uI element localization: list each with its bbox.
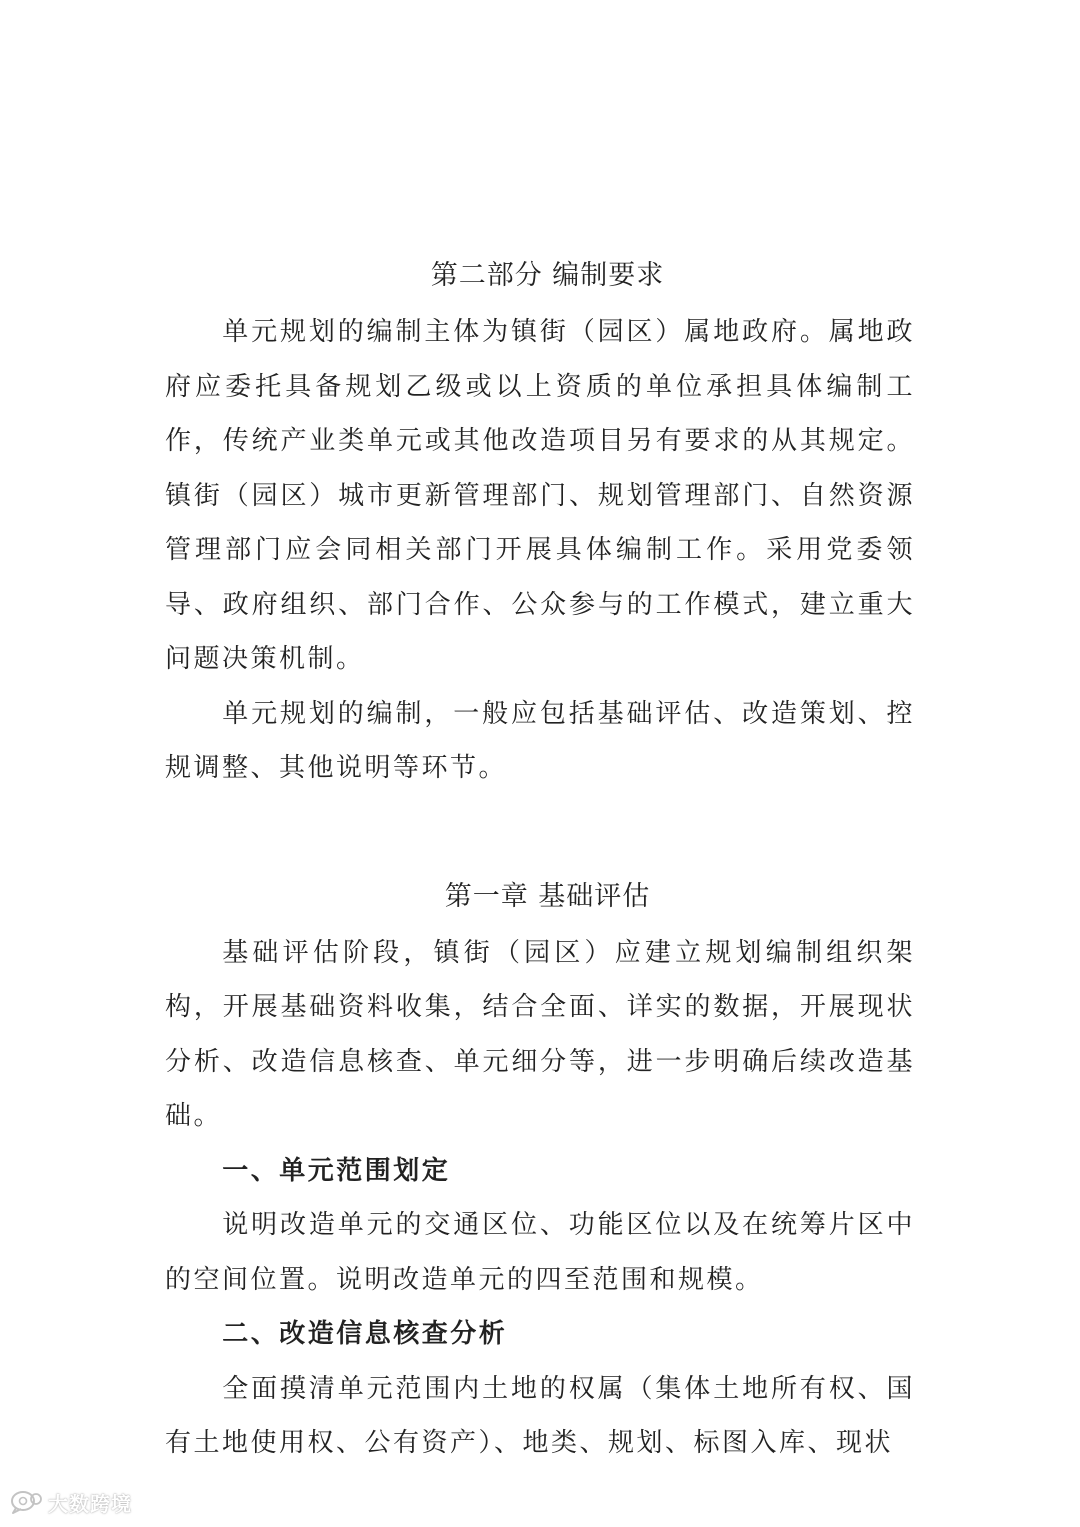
part-paragraph-2: 单元规划的编制，一般应包括基础评估、改造策划、控规调整、其他说明等环节。 bbox=[165, 698, 915, 783]
document-body bbox=[165, 247, 915, 1471]
section-heading-verification: 二、改造信息核查分析 bbox=[222, 1319, 508, 1349]
watermark-text: 大数跨境 bbox=[48, 1491, 132, 1516]
chapter-intro-paragraph: 基础评估阶段，镇街（园区）应建立规划编制组织架构，开展基础资料收集，结合全面、详实的数据，开展现状分析、改造信息核查、单元细分等，进一步明确后续改造基础。 bbox=[165, 937, 915, 1131]
section-scope-paragraph: 说明改造单元的交通区位、功能区位以及在统筹片区中的空间位置。说明改造单元的四至范围和规模。 bbox=[165, 1210, 915, 1295]
part-title: 第二部分 编制要求 bbox=[430, 260, 665, 291]
section-verification-paragraph: 全面摸清单元范围内土地的权属（集体土地所有权、国有土地使用权、公有资产）、地类、规划、标图入库、现状 bbox=[165, 1373, 915, 1458]
section-heading-scope: 一、单元范围划定 bbox=[222, 1155, 451, 1186]
part-paragraph-1: 单元规划的编制主体为镇街（园区）属地政府。属地政府应委托具备规划乙级或以上资质的单位承担具体编制工作，传统产业类单元或其他改造项目另有要求的从其规定。镇街（园区）城市更新管理部门、规划管理部门、自然资源管理部门应会同相关部门开展具体编制工作。采用党委领导、政府组织、部门合作、公众参与的工作模式，建立重大问题决策机制。 bbox=[165, 317, 915, 674]
watermark bbox=[10, 1487, 132, 1517]
chapter-title: 第一章 基础评估 bbox=[444, 880, 651, 912]
chat-bubble-logo-icon bbox=[10, 1489, 44, 1515]
